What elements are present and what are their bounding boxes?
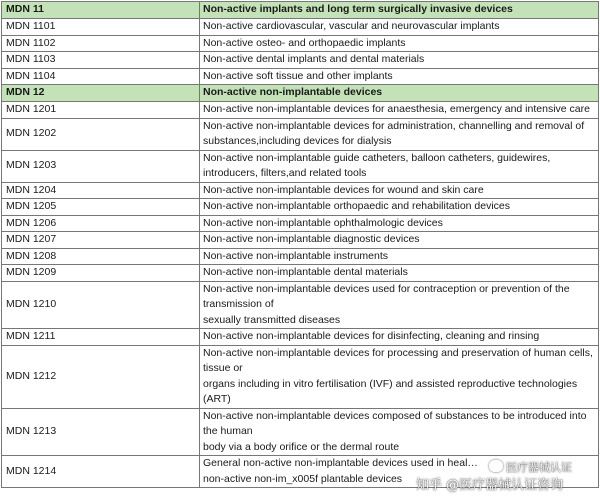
table-row [2,232,599,249]
description-cell: Non-active non-implantable orthopaedic and rehabilitation devices [200,199,599,216]
wechat-icon [489,460,503,472]
mdn-code-table [1,1,599,488]
mdn-code-cell: MDN 12 [2,85,200,102]
mdn-code-cell: MDN 1213 [2,408,200,456]
mdn-code-cell: MDN 1103 [2,52,200,69]
description-cell: Non-active dental implants and dental materials [200,52,599,69]
description-cell: Non-active non-implantable devices for wound and skin care [200,182,599,199]
category-header-row [2,85,599,102]
table-row [2,52,599,69]
description-cell: Non-active cardiovascular, vascular and neurovascular implants [200,19,599,36]
mdn-code-cell: MDN 1206 [2,215,200,232]
table-row [2,68,599,85]
description-cell: Non-active non-implantable devices for processing and preservation of human cells, tissue or organs including in vitro fertilisation (IVF) and assisted reproductive technologies (ART) [200,345,599,408]
description-cell: Non-active soft tissue and other implants [200,68,599,85]
description-cell: Non-active non-implantable dental materials [200,265,599,282]
mdn-code-cell: MDN 1102 [2,35,200,52]
mdn-code-cell: MDN 1101 [2,19,200,36]
table-row [2,182,599,199]
mdn-code-cell: MDN 1212 [2,345,200,408]
description-cell: Non-active non-implantable devices for administration, channelling and removal of substances,including devices for dialysis [200,118,599,150]
description-cell: Non-active non-implantable devices [200,85,599,102]
mdn-code-cell: MDN 1209 [2,265,200,282]
watermark [416,457,600,499]
table-row [2,329,599,346]
watermark-line-1-text: 医疗器械认证 [506,461,572,474]
table-row [2,19,599,36]
table-row [2,118,599,150]
table-row [2,199,599,216]
table-row [2,35,599,52]
description-cell: Non-active non-implantable devices used for contraception or prevention of the transmission of sexually transmitted diseases [200,281,599,329]
description-cell: Non-active non-implantable guide catheters, balloon catheters, guidewires, introducers, filters,and related tools [200,150,599,182]
mdn-code-cell: MDN 1203 [2,150,200,182]
mdn-code-cell: MDN 1211 [2,329,200,346]
mdn-code-cell: MDN 11 [2,2,200,19]
mdn-code-cell: MDN 1201 [2,102,200,119]
mdn-code-cell: MDN 1202 [2,118,200,150]
mdn-code-cell: MDN 1210 [2,281,200,329]
mdn-code-cell: MDN 1104 [2,68,200,85]
description-cell: Non-active non-implantable devices for anaesthesia, emergency and intensive care [200,102,599,119]
table-row [2,150,599,182]
watermark-line-2: 知乎 @医疗器械认证咨询 [416,478,564,493]
table-body [2,2,599,488]
table-row [2,248,599,265]
table-row [2,345,599,408]
description-cell: Non-active implants and long term surgically invasive devices [200,2,599,19]
mdn-code-cell: MDN 1207 [2,232,200,249]
description-cell: Non-active non-implantable instruments [200,248,599,265]
category-header-row [2,2,599,19]
table-row [2,102,599,119]
mdn-code-cell: MDN 1214 [2,456,200,488]
description-cell: General non-active non-implantable devices used in heal… non-active non-im_x005f plantable devices [200,456,599,488]
description-cell: Non-active osteo- and orthopaedic implants [200,35,599,52]
table-row [2,281,599,329]
table-row [2,408,599,456]
mdn-code-cell: MDN 1208 [2,248,200,265]
table-row [2,265,599,282]
watermark-line-1 [489,459,572,475]
description-cell: Non-active non-implantable diagnostic devices [200,232,599,249]
mdn-code-cell: MDN 1205 [2,199,200,216]
description-cell: Non-active non-implantable devices for disinfecting, cleaning and rinsing [200,329,599,346]
mdn-code-cell: MDN 1204 [2,182,200,199]
description-cell: Non-active non-implantable ophthalmologic devices [200,215,599,232]
table-row [2,215,599,232]
description-cell: Non-active non-implantable devices composed of substances to be introduced into the human body via a body orifice or the dermal route [200,408,599,456]
